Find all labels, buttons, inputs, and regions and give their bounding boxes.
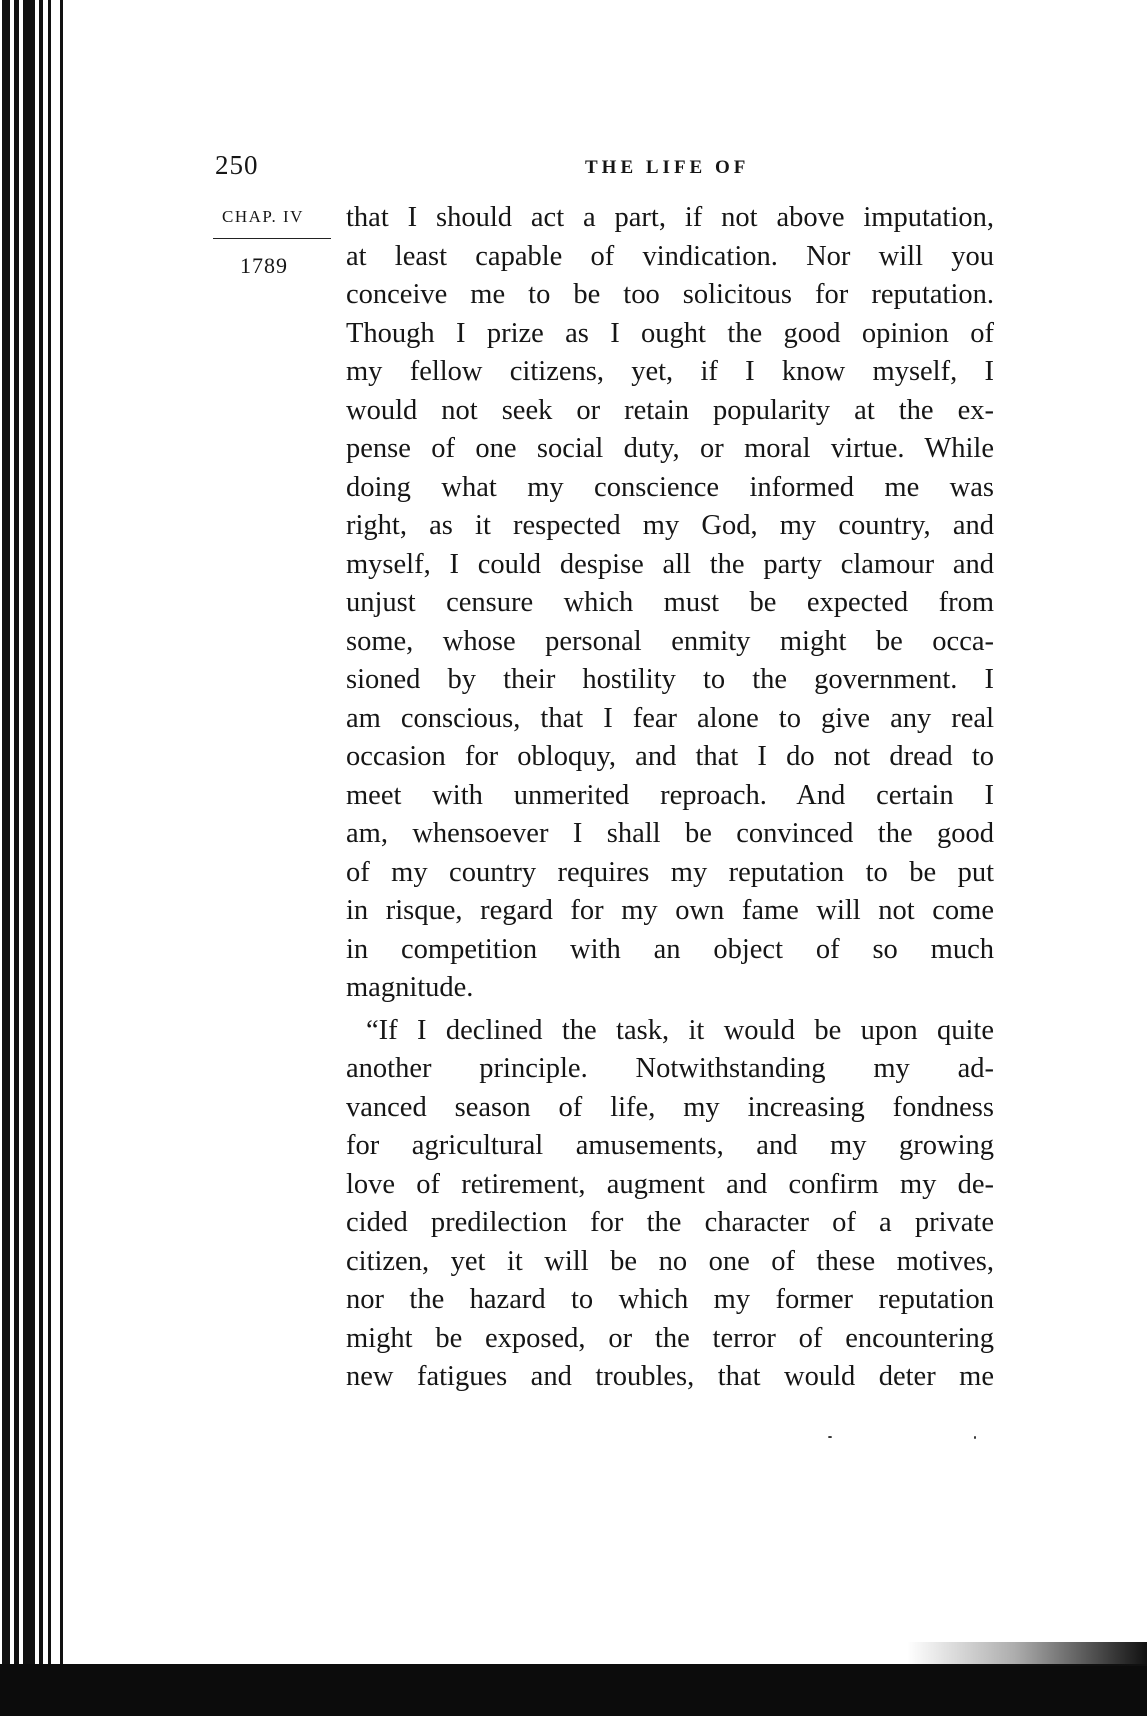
text-line: another principle. Notwithstanding my ad- [346,1053,994,1084]
bottom-scan-edge [0,1664,1147,1716]
text-line: sioned by their hostility to the government. I [346,664,994,695]
text-line: right, as it respected my God, my country, and [346,510,994,541]
scan-speck [828,1436,832,1438]
text-line: am, whensoever I shall be convinced the good [346,818,994,849]
page-number: 250 [215,150,259,180]
text-line: cided predilection for the character of a private [346,1207,994,1238]
text-line: Though I prize as I ought the good opinion of [346,317,994,349]
text-line: of my country requires my reputation to be put [346,856,994,888]
text-line: myself, I could despise all the party clamour and [346,548,994,580]
margin-chapter-label: CHAP. IV [222,207,304,226]
text-line: new fatigues and troubles, that would deter me [346,1361,994,1392]
text-line: am conscious, that I fear alone to give any real [346,702,994,734]
text-line-paragraph-end: magnitude. [346,972,474,1003]
margin-rule [213,238,331,239]
text-line: for agricultural amusements, and my growing [346,1130,994,1161]
text-line-paragraph-start: “If I declined the task, it would be upon quite [366,1014,994,1046]
binding-edge [0,0,66,1716]
text-line: nor the hazard to which my former reputation [346,1284,994,1315]
text-line: occasion for obloquy, and that I do not dread to [346,741,994,772]
text-line: in competition with an object of so much [346,933,994,965]
running-head: THE LIFE OF [585,157,750,178]
text-line: some, whose personal enmity might be occa- [346,625,994,657]
text-line: in risque, regard for my own fame will not come [346,895,994,926]
text-line: pense of one social duty, or moral virtue. While [346,433,994,464]
text-line: conceive me to be too solicitous for reputation. [346,279,994,310]
text-line: meet with unmerited reproach. And certain I [346,779,994,811]
body-text [346,199,994,1397]
text-line: vanced season of life, my increasing fondness [346,1091,994,1123]
text-line: love of retirement, augment and confirm my de- [346,1168,994,1200]
text-line: citizen, yet it will be no one of these motives, [346,1245,994,1277]
text-line: unjust censure which must be expected from [346,587,994,618]
text-line: would not seek or retain popularity at the ex- [346,394,994,426]
text-line: doing what my conscience informed me was [346,471,994,503]
text-line: my fellow citizens, yet, if I know myself, I [346,356,994,387]
text-line: that I should act a part, if not above imputation, [346,202,994,233]
margin-year-label: 1789 [240,253,288,278]
text-line: at least capable of vindication. Nor will you [346,240,994,272]
scan-speck [974,1436,976,1439]
text-line: might be exposed, or the terror of encountering [346,1322,994,1354]
